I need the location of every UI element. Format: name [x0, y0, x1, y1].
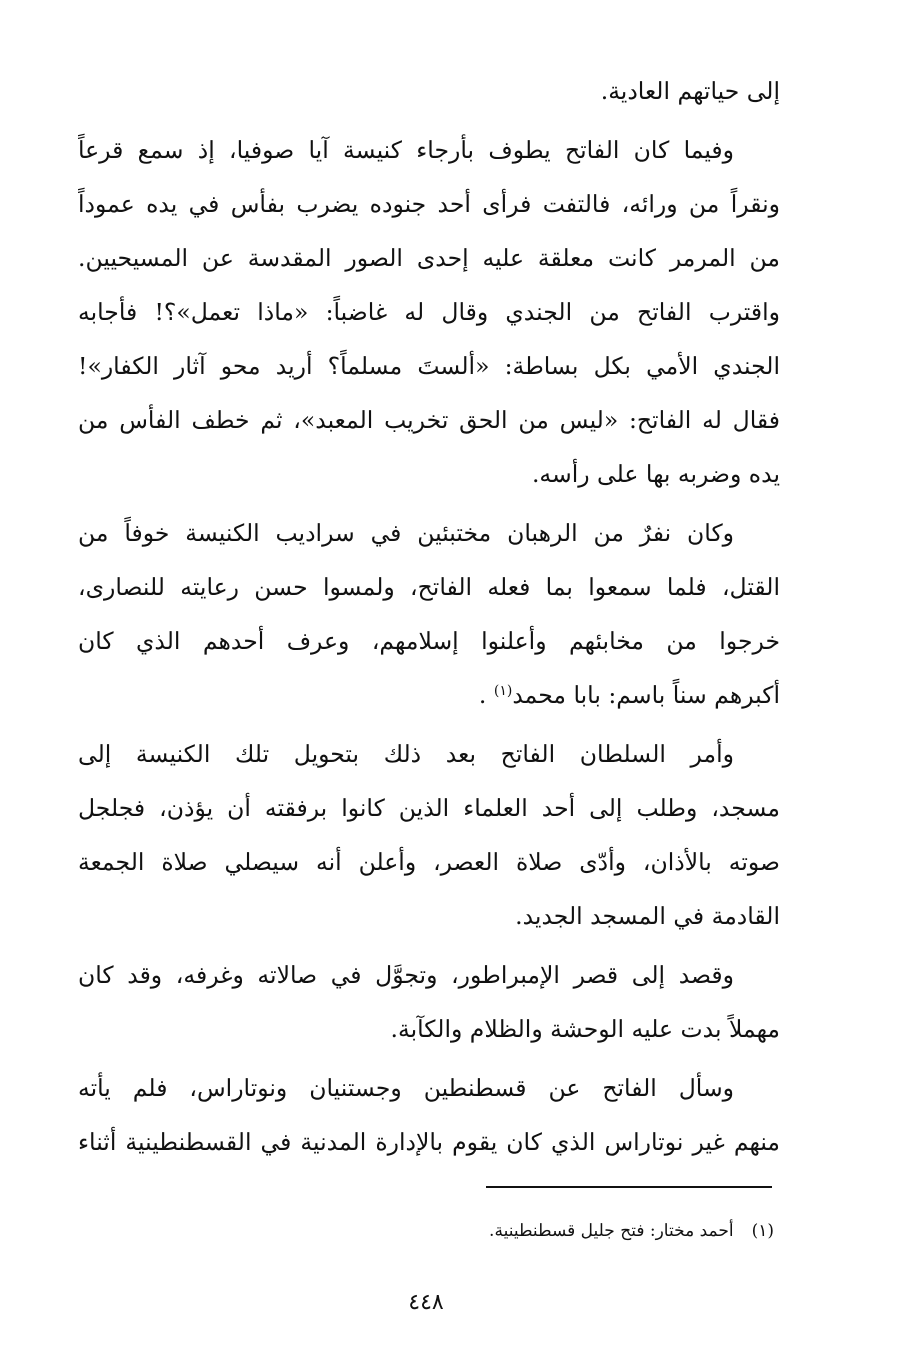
- body-line-with-footnote: [78, 668, 780, 722]
- body-line: منهم غير نوتاراس الذي كان يقوم بالإدارة المدنية في القسطنطينية أثناء: [78, 1128, 780, 1156]
- body-line-text: أكبرهم سناً باسم: بابا محمد: [512, 681, 780, 709]
- body-line: القتل، فلما سمعوا بما فعله الفاتح، ولمسوا حسن رعايته للنصارى،: [78, 573, 780, 601]
- body-line: ونقراً من ورائه، فالتفت فرأى أحد جنوده يضرب بفأس في يده عموداً: [78, 190, 780, 218]
- body-text: [78, 64, 780, 1169]
- body-line: فقال له الفاتح: «ليس من الحق تخريب المعبد»، ثم خطف الفأس من: [78, 406, 780, 434]
- footnote-marker: (١): [493, 683, 513, 699]
- body-line: مهملاً بدت عليه الوحشة والظلام والكآبة.: [390, 1015, 780, 1043]
- footnote-separator: [486, 1186, 772, 1188]
- body-line: واقترب الفاتح من الجندي وقال له غاضباً: «ماذا تعمل»؟! فأجابه: [78, 298, 780, 326]
- footnote-text: أحمد مختار: فتح جليل قسطنطينية.: [489, 1221, 734, 1241]
- body-line: من المرمر كانت معلقة عليه إحدى الصور المقدسة عن المسيحيين.: [78, 244, 780, 272]
- body-line: وكان نفرٌ من الرهبان مختبئين في سراديب الكنيسة خوفاً من: [78, 519, 734, 547]
- footnote: [489, 1219, 774, 1243]
- body-line: خرجوا من مخابئهم وأعلنوا إسلامهم، وعرف أحدهم الذي كان: [78, 627, 780, 655]
- body-line: وسأل الفاتح عن قسطنطين وجستنيان ونوتاراس، فلم يأته: [78, 1074, 734, 1102]
- footnote-number: (١): [751, 1221, 774, 1241]
- body-line: القادمة في المسجد الجديد.: [515, 902, 780, 930]
- body-line: يده وضربه بها على رأسه.: [531, 460, 780, 488]
- body-line: الجندي الأمي بكل بساطة: «ألستَ مسلماً؟ أريد محو آثار الكفار»!: [78, 352, 780, 380]
- body-line: وأمر السلطان الفاتح بعد ذلك بتحويل تلك الكنيسة إلى: [78, 740, 734, 768]
- body-line: مسجد، وطلب إلى أحد العلماء الذين كانوا برفقته أن يؤذن، فجلجل: [78, 794, 780, 822]
- body-line-end: .: [478, 681, 487, 709]
- body-line: وقصد إلى قصر الإمبراطور، وتجوَّل في صالاته وغرفه، وقد كان: [78, 961, 734, 989]
- body-line: صوته بالأذان، وأدّى صلاة العصر، وأعلن أنه سيصلي صلاة الجمعة: [78, 848, 780, 876]
- body-line: إلى حياتهم العادية.: [600, 77, 780, 105]
- body-line: وفيما كان الفاتح يطوف بأرجاء كنيسة آيا صوفيا، إذ سمع قرعاً: [78, 136, 734, 164]
- page-number: ٤٤٨: [408, 1290, 444, 1315]
